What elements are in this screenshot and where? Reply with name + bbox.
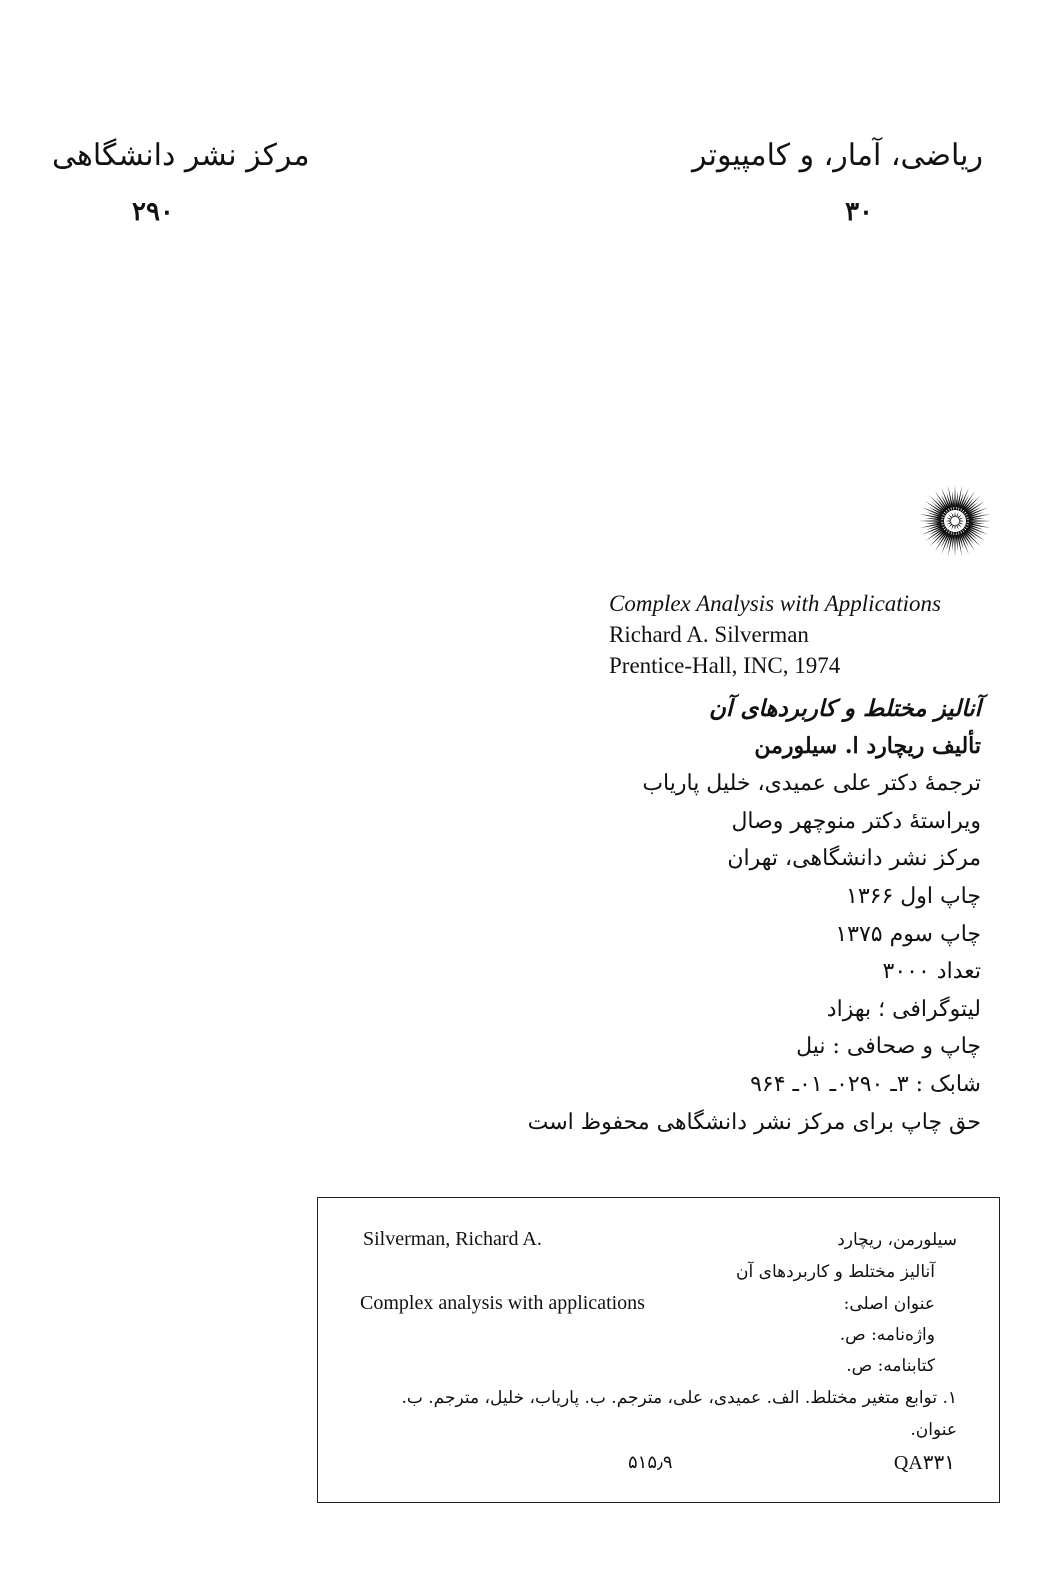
catalog-subjects-continued: عنوان. xyxy=(910,1420,957,1440)
catalog-glossary: واژه‌نامه: ص. xyxy=(839,1325,935,1345)
publisher-series-number: ۲۹۰ xyxy=(132,197,174,227)
cataloging-box xyxy=(317,1197,1000,1503)
catalog-author-en: Silverman, Richard A. xyxy=(363,1228,542,1250)
persian-translators: ترجمهٔ دکتر علی عمیدی، خلیل پاریاب xyxy=(642,771,981,797)
publisher-series-name: مرکز نشر دانشگاهی xyxy=(52,138,310,173)
series-number: ۳۰ xyxy=(845,197,873,227)
catalog-classification: QA۳۳۱ xyxy=(893,1452,955,1474)
english-title: Complex Analysis with Applications xyxy=(609,591,942,616)
english-publisher: Prentice-Hall, INC, 1974 xyxy=(609,653,841,678)
series-title: ریاضی، آمار، و کامپیوتر xyxy=(692,138,983,173)
catalog-original-title-en: Complex analysis with applications xyxy=(360,1292,645,1314)
catalog-original-title-label: عنوان اصلی: xyxy=(843,1294,935,1314)
persian-publisher: مرکز نشر دانشگاهی، تهران xyxy=(727,846,981,872)
copyright-notice: حق چاپ برای مرکز نشر دانشگاهی محفوظ است xyxy=(527,1109,981,1135)
persian-book-info xyxy=(528,690,981,1141)
catalog-author-fa: سیلورمن، ریچارد xyxy=(837,1230,957,1250)
catalog-dewey: ۵۱۵٫۹ xyxy=(628,1452,673,1473)
printing-binding: چاپ و صحافی : نیل xyxy=(796,1034,981,1060)
english-author: Richard A. Silverman xyxy=(609,622,809,647)
isbn: شابک : ۳ـ ۰۲۹۰ـ ۰۱ـ ۹۶۴ xyxy=(750,1071,981,1097)
persian-editor: ویراستهٔ دکتر منوچهر وصال xyxy=(731,808,981,834)
catalog-bibliography: کتابنامه: ص. xyxy=(846,1356,935,1376)
persian-author: تألیف ریچارد ا. سیلورمن xyxy=(754,732,981,759)
catalog-subjects: ۱. توابع متغیر مختلط. الف. عمیدی، علی، مترجم. ب. پاریاب، خلیل، مترجم. ب. xyxy=(401,1388,957,1408)
first-print: چاپ اول ۱۳۶۶ xyxy=(846,883,981,909)
sunburst-emblem-icon xyxy=(918,484,992,558)
persian-title: آنالیز مختلط و کاربردهای آن xyxy=(709,695,981,722)
third-print: چاپ سوم ۱۳۷۵ xyxy=(835,921,981,947)
print-copies: تعداد ۳۰۰۰ xyxy=(882,959,981,985)
english-book-info xyxy=(609,588,941,681)
catalog-title-fa: آنالیز مختلط و کاربردهای آن xyxy=(736,1262,935,1282)
lithography: لیتوگرافی ؛ بهزاد xyxy=(826,996,981,1022)
